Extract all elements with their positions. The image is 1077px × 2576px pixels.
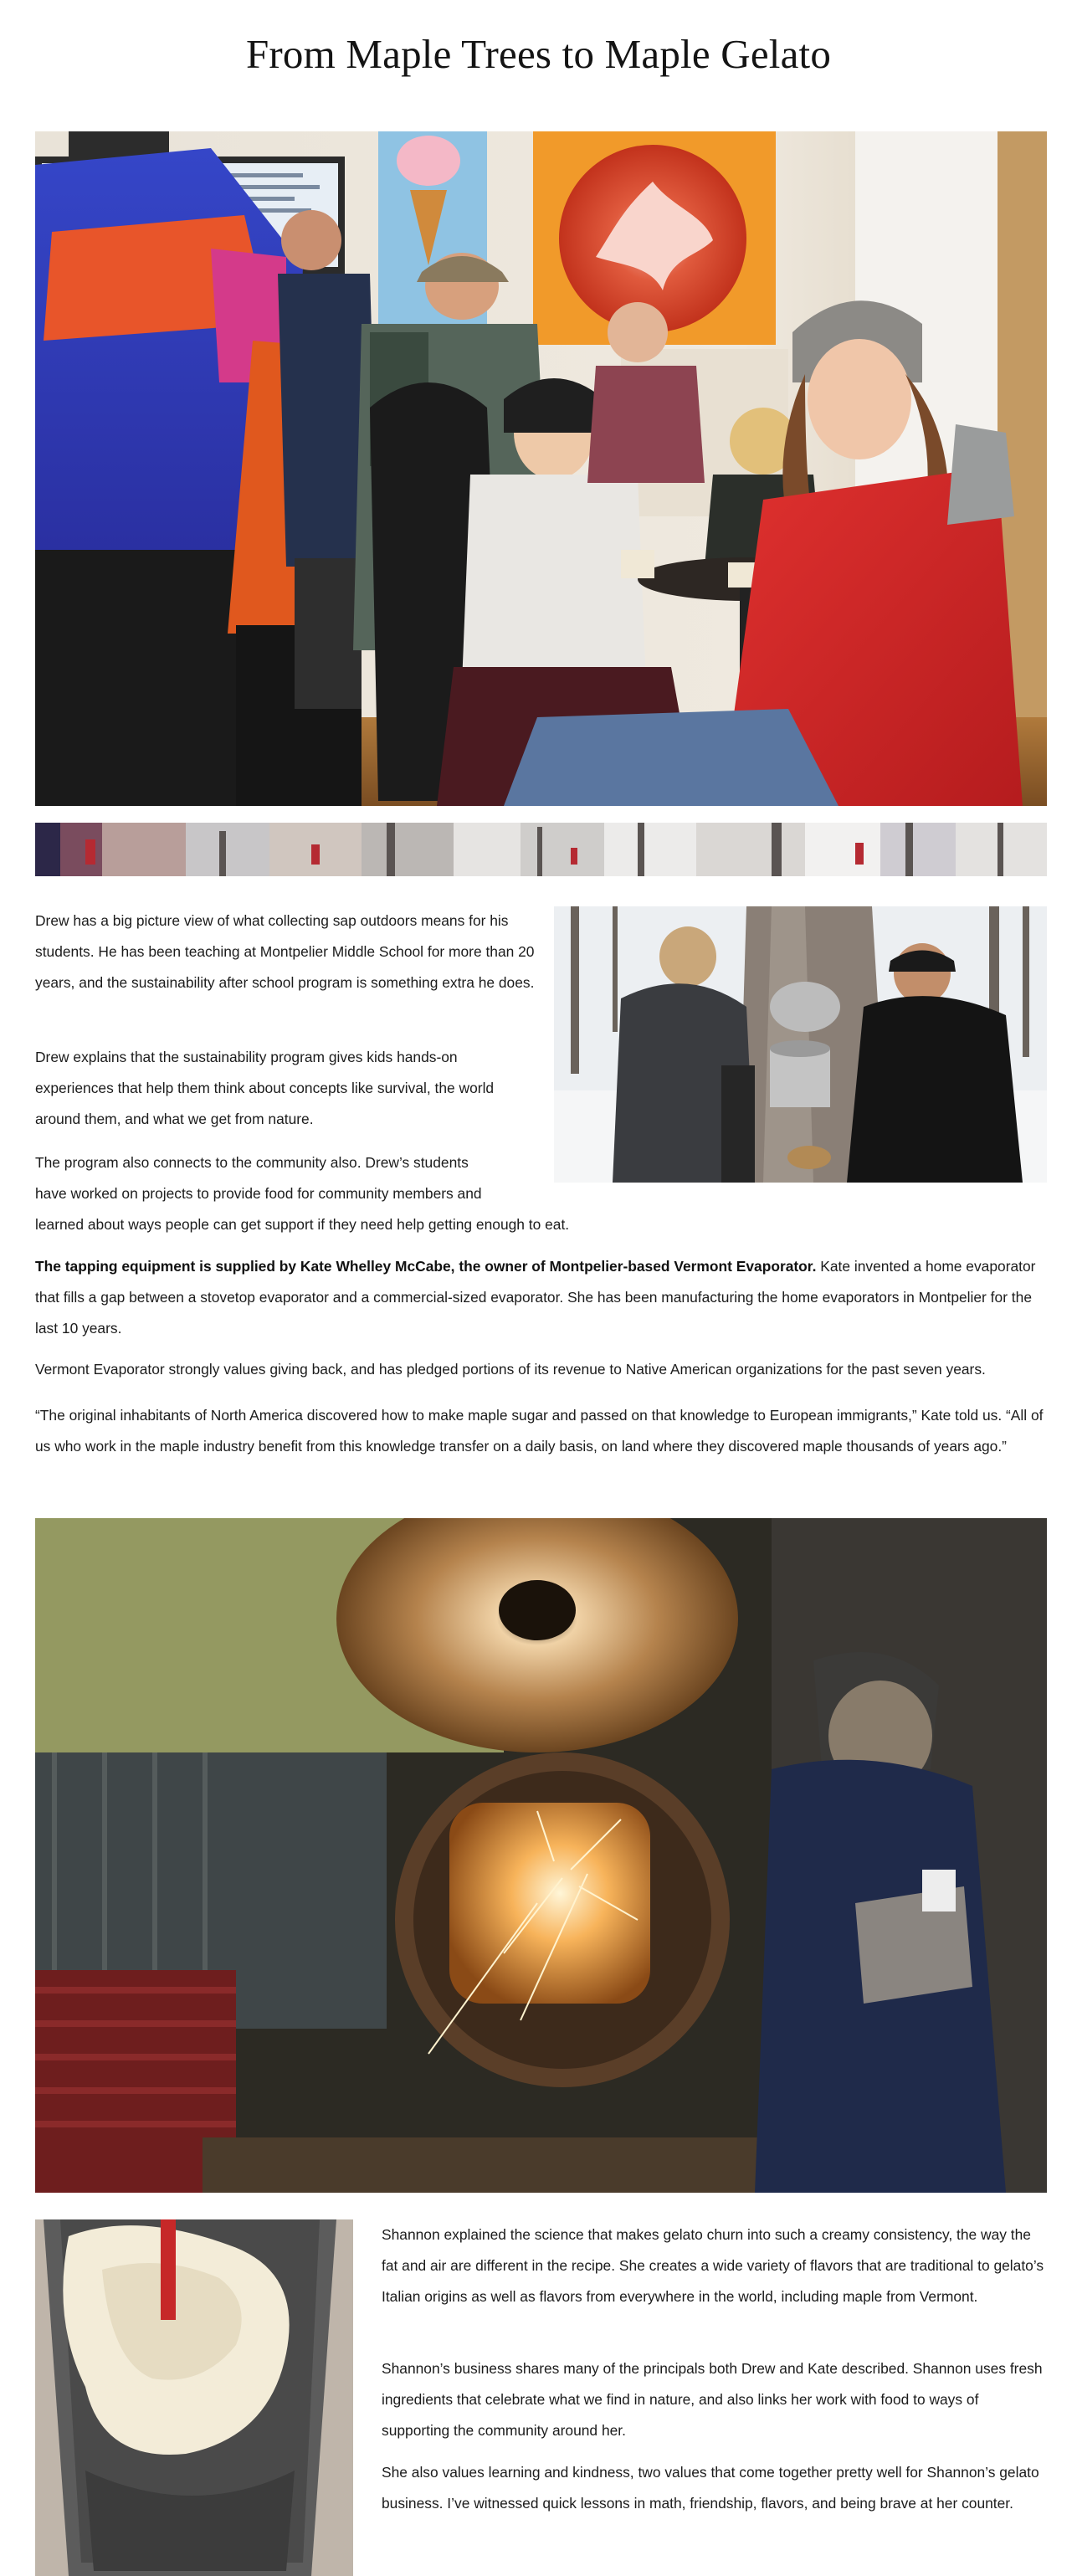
- sap-tapping-photo[interactable]: [554, 906, 1047, 1183]
- paragraph-shannon-values: She also values learning and kindness, two values that come together pretty well for Shannon’s gelato business. I’ve witnessed quick lessons in math, friendship, flavors, and being brave at her counter.: [382, 2464, 1039, 2512]
- gallery-strip[interactable]: [35, 823, 1047, 876]
- paragraph-community-line-1: The program also connects to the community also. Drew’s students: [35, 1154, 469, 1171]
- paragraph-drew-program: Drew explains that the sustainability program gives kids hands-on experiences that help them think about concepts like survival, the world around them, and what we get from nature.: [35, 1049, 495, 1127]
- gelato-photo-art: [35, 2219, 353, 2576]
- paragraph-drew-intro: Drew has a big picture view of what collecting sap outdoors means for his students. He has been teaching at Montpelier Middle School for more than 20 years, and the sustainability after school program is something extra he does.: [35, 912, 535, 991]
- paragraph-community: [35, 1147, 537, 1209]
- sap-tapping-photo-art: [554, 906, 1047, 1183]
- paragraph-community-line-2: have worked on projects to provide food for community members and: [35, 1185, 482, 1202]
- hero-photo-art: [35, 131, 1047, 806]
- hero-photo[interactable]: [35, 131, 1047, 806]
- welder-photo[interactable]: [35, 1518, 1047, 2193]
- gallery-strip-art: [35, 823, 1047, 876]
- gelato-photo[interactable]: [35, 2219, 353, 2576]
- paragraph-community-line-3: learned about ways people can get support if they need help getting enough to eat.: [35, 1216, 570, 1233]
- paragraph-giving-back: Vermont Evaporator strongly values giving back, and has pledged portions of its revenue to Native American organizations for the past seven years.: [35, 1361, 986, 1378]
- paragraph-shannon-science: Shannon explained the science that makes gelato churn into such a creamy consistency, the way the fat and air are different in the recipe. She creates a wide variety of flavors that are traditional to gelato’s Italian origins as well as flavors from everywhere in the world, including maple from Vermont.: [382, 2226, 1044, 2305]
- paragraph-kate-bold-lead: The tapping equipment is supplied by Kate Whelley McCabe, the owner of Montpelier-based Vermont Evaporator.: [35, 1258, 817, 1275]
- welder-photo-art: [35, 1518, 1047, 2193]
- paragraph-shannon-business: Shannon’s business shares many of the principals both Drew and Kate described. Shannon uses fresh ingredients that celebrate what we find in nature, and also links her work with food to ways of supporting the community around her.: [382, 2360, 1043, 2439]
- paragraph-kate-quote: “The original inhabitants of North America discovered how to make maple sugar and passed on that knowledge to European immigrants,” Kate told us. “All of us who work in the maple industry benefit from this knowledge transfer on a daily basis, on land where they discovered maple thousands of years ago.”: [35, 1407, 1044, 1455]
- page-title: From Maple Trees to Maple Gelato: [245, 31, 832, 77]
- paragraph-kate-evaporator: [35, 1251, 1048, 1344]
- paragraph-kate-body: Kate invented a home evaporator that fills a gap between a stovetop evaporator and a commercial-sized evaporator. She has been manufacturing the home evaporators in Montpelier for the last 10 years.: [35, 1258, 1036, 1337]
